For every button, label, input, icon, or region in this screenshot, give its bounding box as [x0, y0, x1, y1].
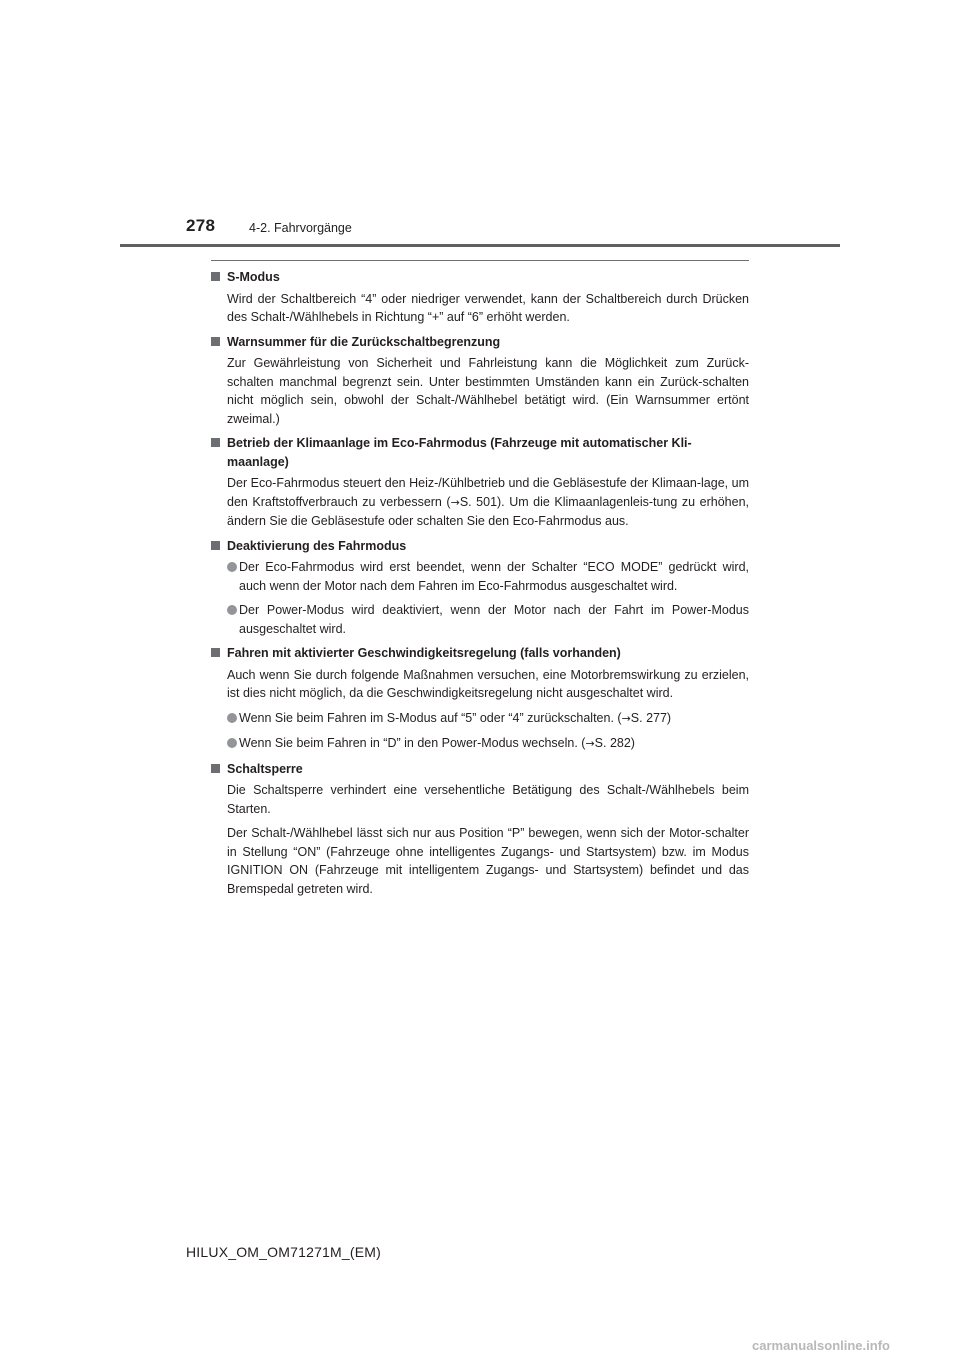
page-reference-link: S. 501). Um die Klimaanlagenleis-tung zu erhöhen, ändern Sie die Gebläsestufe oder schalten Sie den Eco-Fahrmodus aus. — [227, 494, 749, 528]
section-warnsummer — [211, 333, 749, 429]
section-heading — [211, 333, 749, 352]
paragraph: Der Schalt-/Wählhebel lässt sich nur aus Position “P” bewegen, wenn sich der Motor-schalter in Stellung “ON” (Fahrzeuge ohne intelligentes Zugangs- und Startsystem) bzw. im Modus IGNITION ON (Fahrzeuge mit intelligentem Zugangs- und Startsystem) befindet und das Bremspedal getreten wird. — [227, 826, 749, 896]
list-item-text: Der Power-Modus wird deaktiviert, wenn der Motor nach der Fahrt im Power-Modus ausgeschaltet wird. — [239, 603, 749, 636]
page-content — [211, 268, 749, 904]
section-klimaanlage-eco — [211, 434, 749, 531]
section-heading — [211, 644, 749, 663]
square-bullet-icon — [211, 764, 220, 773]
arrow-right-icon: → — [450, 495, 460, 509]
round-bullet-icon — [227, 605, 237, 615]
watermark: carmanualsonline.info — [752, 1338, 890, 1353]
document-code: HILUX_OM_OM71271M_(EM) — [186, 1244, 382, 1260]
square-bullet-icon — [211, 541, 220, 550]
heading-text: Fahren mit aktivierter Geschwindigkeitsregelung (falls vorhanden) — [227, 646, 621, 660]
page-reference-link: S. 282) — [594, 736, 635, 750]
arrow-right-icon: → — [585, 737, 595, 750]
list-item — [227, 709, 749, 729]
section-deaktivierung — [211, 537, 749, 639]
heading-text: Deaktivierung des Fahrmodus — [227, 538, 407, 553]
arrow-right-icon: → — [621, 711, 631, 725]
round-bullet-icon — [227, 562, 237, 572]
round-bullet-icon — [227, 713, 237, 723]
paragraph: Die Schaltsperre verhindert eine versehentliche Betätigung des Schalt-/Wählhebels beim Starten. — [227, 783, 749, 816]
section-geschwindigkeitsregelung — [211, 644, 749, 754]
content-rule — [211, 260, 749, 261]
list-item — [227, 734, 749, 754]
heading-text: Schaltsperre — [227, 761, 303, 776]
section-heading — [211, 537, 749, 556]
section-heading — [211, 268, 749, 287]
heading-text: Betrieb der Klimaanlage im Eco-Fahrmodus (Fahrzeuge mit automatischer Kli-maanlage) — [227, 436, 692, 469]
square-bullet-icon — [211, 272, 220, 281]
section-heading — [211, 760, 749, 779]
heading-text: Warnsummer für die Zurückschaltbegrenzung — [227, 334, 501, 349]
paragraph — [227, 474, 749, 531]
square-bullet-icon — [211, 337, 220, 346]
square-bullet-icon — [211, 648, 220, 657]
heading-text: S-Modus — [227, 270, 280, 284]
page-reference-link: S. 277) — [630, 710, 672, 725]
list-item-text: Der Eco-Fahrmodus wird erst beendet, wenn der Schalter “ECO MODE” gedrückt wird, auch wenn der Motor nach dem Fahren im Eco-Fahrmodus ausgeschaltet wird. — [239, 560, 749, 593]
text-run: Wenn Sie beim Fahren im S-Modus auf “5” oder “4” zurückschalten. ( — [239, 710, 622, 725]
paragraph: Auch wenn Sie durch folgende Maßnahmen versuchen, eine Motorbremswirkung zu erzielen, ist dies nicht möglich, da die Geschwindigkeitsregelung nicht ausgeschaltet wird. — [227, 667, 749, 700]
text-run: Der Eco-Fahrmodus steuert den Heiz-/Kühlbetrieb und die Gebläsestufe der Klimaan-lage, um den Kraftstoffverbrauch zu verbessern ( — [227, 476, 749, 509]
section-schaltsperre — [211, 760, 749, 899]
list-item — [227, 601, 749, 638]
header-rule — [120, 244, 840, 247]
list-item — [227, 558, 749, 595]
section-title: 4-2. Fahrvorgänge — [249, 221, 352, 235]
paragraph: Wird der Schaltbereich “4” oder niedriger verwendet, kann der Schaltbereich durch Drücken des Schalt-/Wählhebels in Richtung “+” auf “6” erhöht werden. — [227, 291, 749, 324]
section-s-modus — [211, 268, 749, 327]
section-heading — [211, 434, 749, 471]
page-number: 278 — [186, 216, 216, 235]
square-bullet-icon — [211, 438, 220, 447]
paragraph: Zur Gewährleistung von Sicherheit und Fahrleistung kann die Möglichkeit zum Zurück-schalten manchmal begrenzt sein. Unter bestimmten Umständen kann ein Zurück-schalten nicht möglich sein, obwohl der Schalt-/Wählhebel betätigt wird. (Ein Warnsummer ertönt zweimal.) — [227, 356, 749, 426]
text-run: Wenn Sie beim Fahren in “D” in den Power-Modus wechseln. ( — [239, 736, 586, 750]
round-bullet-icon — [227, 738, 237, 748]
